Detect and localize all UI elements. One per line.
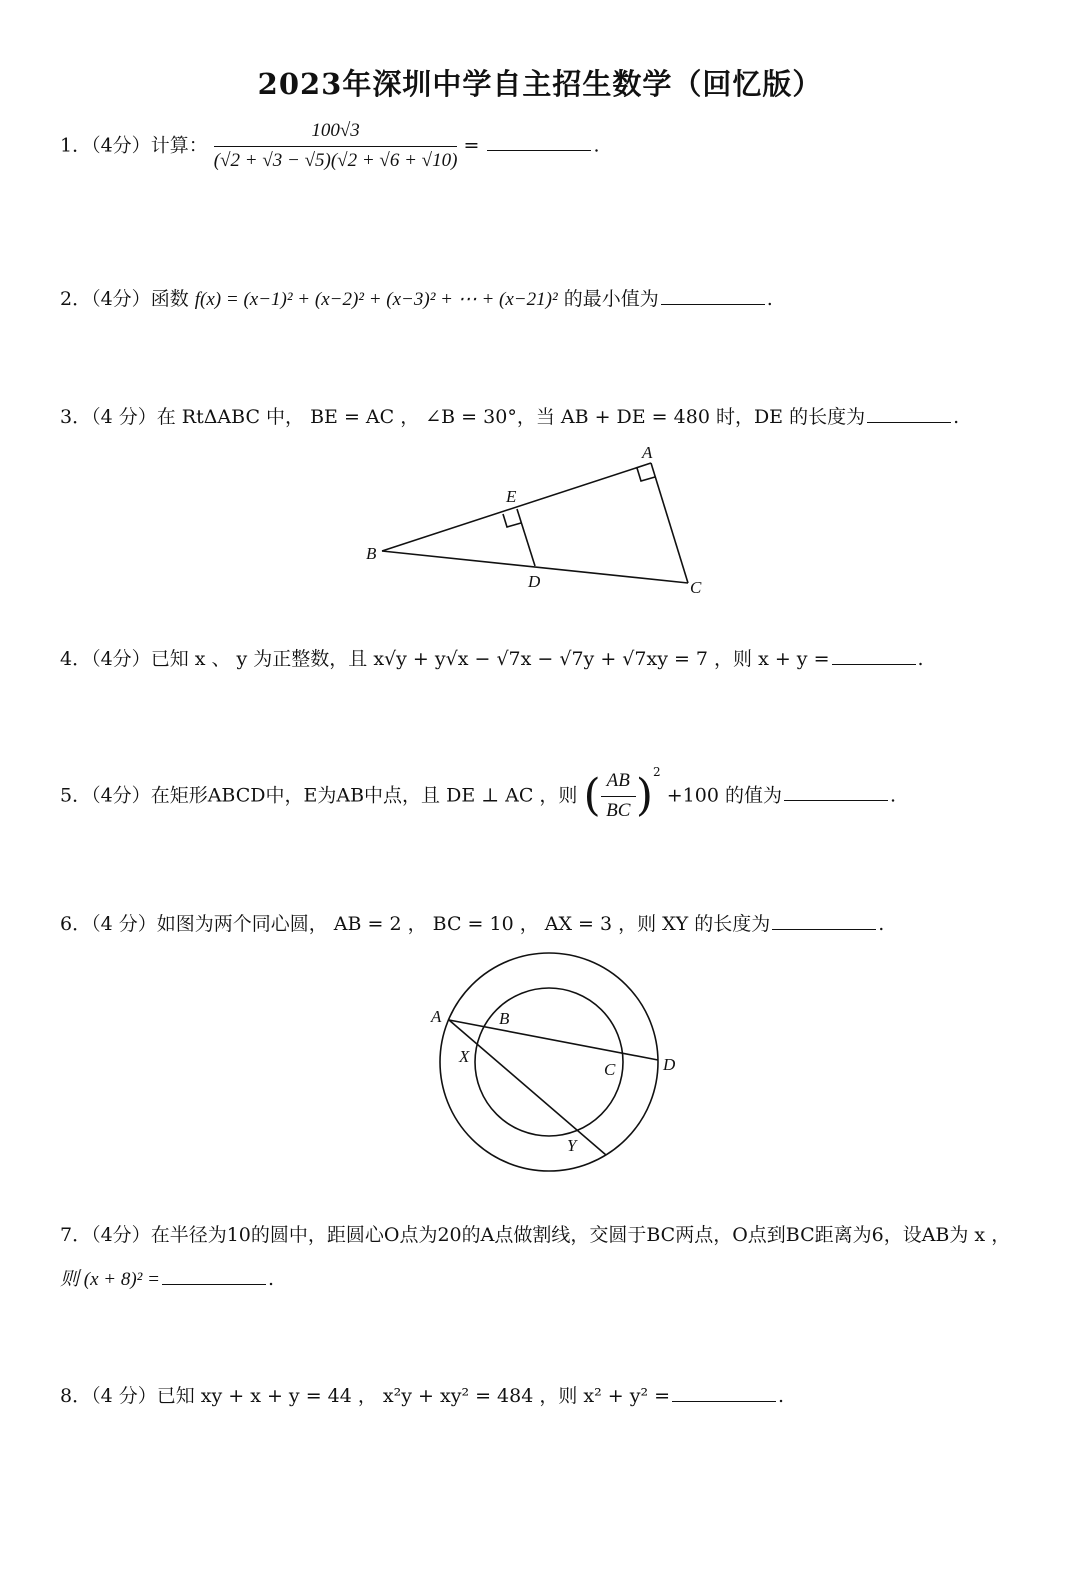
label-b: B: [366, 544, 377, 563]
question-score: （4 分）: [91, 913, 157, 935]
fraction-numerator: 100√3: [214, 120, 458, 147]
question-number: 2．: [60, 288, 92, 310]
label-e: E: [506, 487, 517, 506]
question-text: 已知 xy + x + y = 44 ， x²y + xy² = 484 ，则 x² + y² =: [156, 1385, 671, 1407]
label-y: Y: [567, 1136, 577, 1155]
question-number: 3．: [60, 406, 92, 428]
label-c: C: [690, 578, 702, 597]
label-a: A: [431, 1007, 442, 1026]
answer-blank[interactable]: [672, 1400, 776, 1402]
label-a: A: [642, 443, 653, 462]
question-score: （4分）: [91, 288, 151, 310]
answer-blank[interactable]: [784, 799, 888, 801]
question-7-line-2: 则 (x + 8)² = .: [60, 1268, 274, 1290]
right-angle-a: [637, 468, 655, 481]
question-7: [60, 1224, 1010, 1247]
question-text: 在 RtΔABC 中， BE = AC ， ∠B = 30°，当 AB + DE = 480 时，DE 的长度为: [156, 406, 866, 428]
question-score: （4分）: [91, 1224, 151, 1246]
answer-blank[interactable]: [867, 421, 951, 423]
label-b: B: [499, 1009, 510, 1028]
fraction-denominator: BC: [606, 799, 631, 821]
page-title: 2023年深圳中学自主招生数学（回忆版）: [257, 67, 823, 101]
question-number: 8．: [60, 1385, 92, 1407]
inner-circle: [475, 988, 623, 1136]
answer-blank[interactable]: [162, 1283, 266, 1285]
question-number: 6．: [60, 913, 92, 935]
question-number: 7．: [60, 1224, 92, 1246]
right-angle-e: [503, 514, 521, 527]
question-4: 4．（4分）已知 x 、 y 为正整数，且 x√y + y√x − √7x − √7y + √7xy = 7 ，则 x + y = .: [60, 648, 924, 670]
label-d: D: [663, 1055, 676, 1074]
question-text: 在矩形ABCD中，E为AB中点，且 DE ⊥ AC ，则: [150, 784, 578, 807]
question-text: 则 (x + 8)² =: [60, 1269, 160, 1290]
segment-ac: [651, 463, 688, 583]
segment-ed: [517, 509, 535, 566]
question-number: 4．: [60, 648, 92, 670]
question-text: 在半径为10的圆中，距圆心O点为20的A点做割线，交圆于BC两点，O点到BC距离为6，设AB为 x ，: [150, 1224, 1011, 1246]
question-score: （4分）: [91, 134, 151, 157]
question-3: 3．（4 分）在 RtΔABC 中， BE = AC ， ∠B = 30°，当 AB + DE = 480 时，DE 的长度为 .: [60, 406, 960, 428]
function-expression: f(x) = (x−1)² + (x−2)² + (x−3)² + ⋯ + (x−21)²: [194, 289, 558, 310]
label-d: D: [528, 572, 541, 591]
question-score: （4 分）: [91, 1385, 157, 1407]
question-number: 1．: [60, 134, 92, 157]
label-x: X: [459, 1047, 470, 1066]
question-prefix: 计算：: [150, 134, 208, 157]
question-score: （4分）: [91, 784, 151, 807]
answer-blank[interactable]: [487, 149, 591, 151]
question-8: 8．（4 分）已知 xy + x + y = 44 ， x²y + xy² = 484 ，则 x² + y² = .: [60, 1385, 785, 1407]
exponent: 2: [653, 765, 661, 780]
question-text: 已知 x 、 y 为正整数，且 x√y + y√x − √7x − √7y + √7xy = 7 ，则 x + y =: [150, 648, 830, 670]
segment-bc: [382, 551, 688, 583]
question-5: 5．（4分）在矩形ABCD中，E为AB中点，且 DE ⊥ AC ，则 ( $\frac{AB}{BC}$ )$^2$ +100 的值为 .: [60, 765, 897, 821]
fraction-denominator: (√2 + √3 − √5)(√2 + √6 + √10): [213, 149, 458, 171]
segment-ad: [449, 1020, 658, 1060]
outer-circle: [440, 953, 658, 1171]
answer-blank[interactable]: [772, 928, 876, 930]
answer-blank[interactable]: [832, 663, 916, 665]
answer-blank[interactable]: [661, 303, 765, 305]
segment-ay: [449, 1020, 606, 1155]
question-score: （4分）: [91, 648, 151, 670]
fraction-numerator: AB: [601, 770, 636, 797]
question-number: 5．: [60, 784, 92, 807]
question-6: 6．（4 分）如图为两个同心圆， AB = 2 ， BC = 10 ， AX = 3 ，则 XY 的长度为 .: [60, 913, 885, 935]
question-text: 如图为两个同心圆， AB = 2 ， BC = 10 ， AX = 3 ，则 XY 的长度为: [156, 913, 771, 935]
question-1: 1．（4分）计算： $\frac{100√3}{(√2 + √3 - √5)(√2 + √6 + √10)}$ = .: [60, 120, 600, 171]
fraction: [601, 770, 636, 823]
question-score: （4 分）: [91, 406, 157, 428]
equals-sign: =: [463, 134, 480, 157]
fraction: [214, 120, 458, 173]
segment-ba: [382, 463, 651, 551]
question-2: 2．（4分）函数 f(x) = (x−1)² + (x−2)² + (x−3)² + ⋯ + (x−21)² 的最小值为 .: [60, 288, 773, 310]
label-c: C: [604, 1060, 616, 1079]
